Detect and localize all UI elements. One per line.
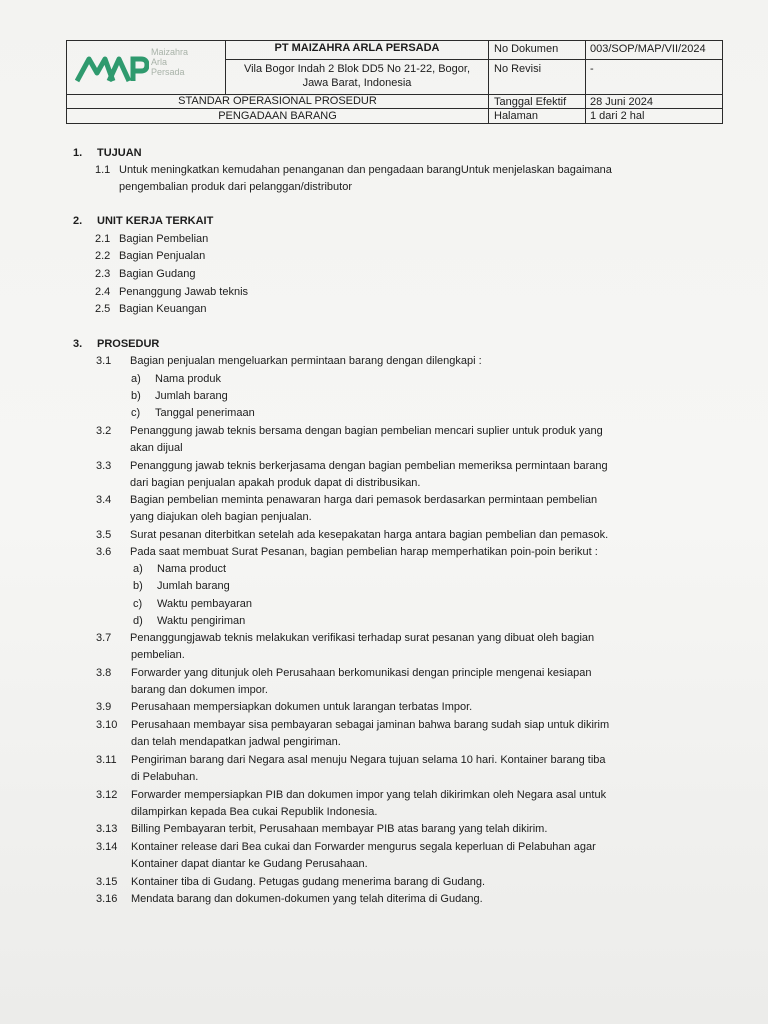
sop-title: STANDAR OPERASIONAL PROSEDUR: [178, 95, 377, 107]
map-logo-icon: [75, 51, 149, 85]
company-name: PT MAIZAHRA ARLA PERSADA: [274, 42, 440, 54]
effective-date-label: Tanggal Efektif: [494, 96, 567, 108]
revision-value: -: [590, 63, 594, 75]
logo-wordmark: Maizahra Arla Persada: [151, 47, 189, 77]
procedure-title: PENGADAAN BARANG: [218, 110, 337, 122]
revision-label: No Revisi: [494, 63, 542, 75]
page-label: Halaman: [494, 110, 539, 122]
company-logo: [67, 41, 226, 94]
document-header-table: [66, 40, 723, 124]
doc-no-value: 003/SOP/MAP/VII/2024: [590, 43, 706, 55]
doc-no-label: No Dokumen: [494, 43, 559, 55]
page-value: 1 dari 2 hal: [590, 110, 645, 122]
company-address: Vila Bogor Indah 2 Blok DD5 No 21-22, Bogor, Jawa Barat, Indonesia: [243, 63, 471, 89]
effective-date-value: 28 Juni 2024: [590, 96, 653, 108]
